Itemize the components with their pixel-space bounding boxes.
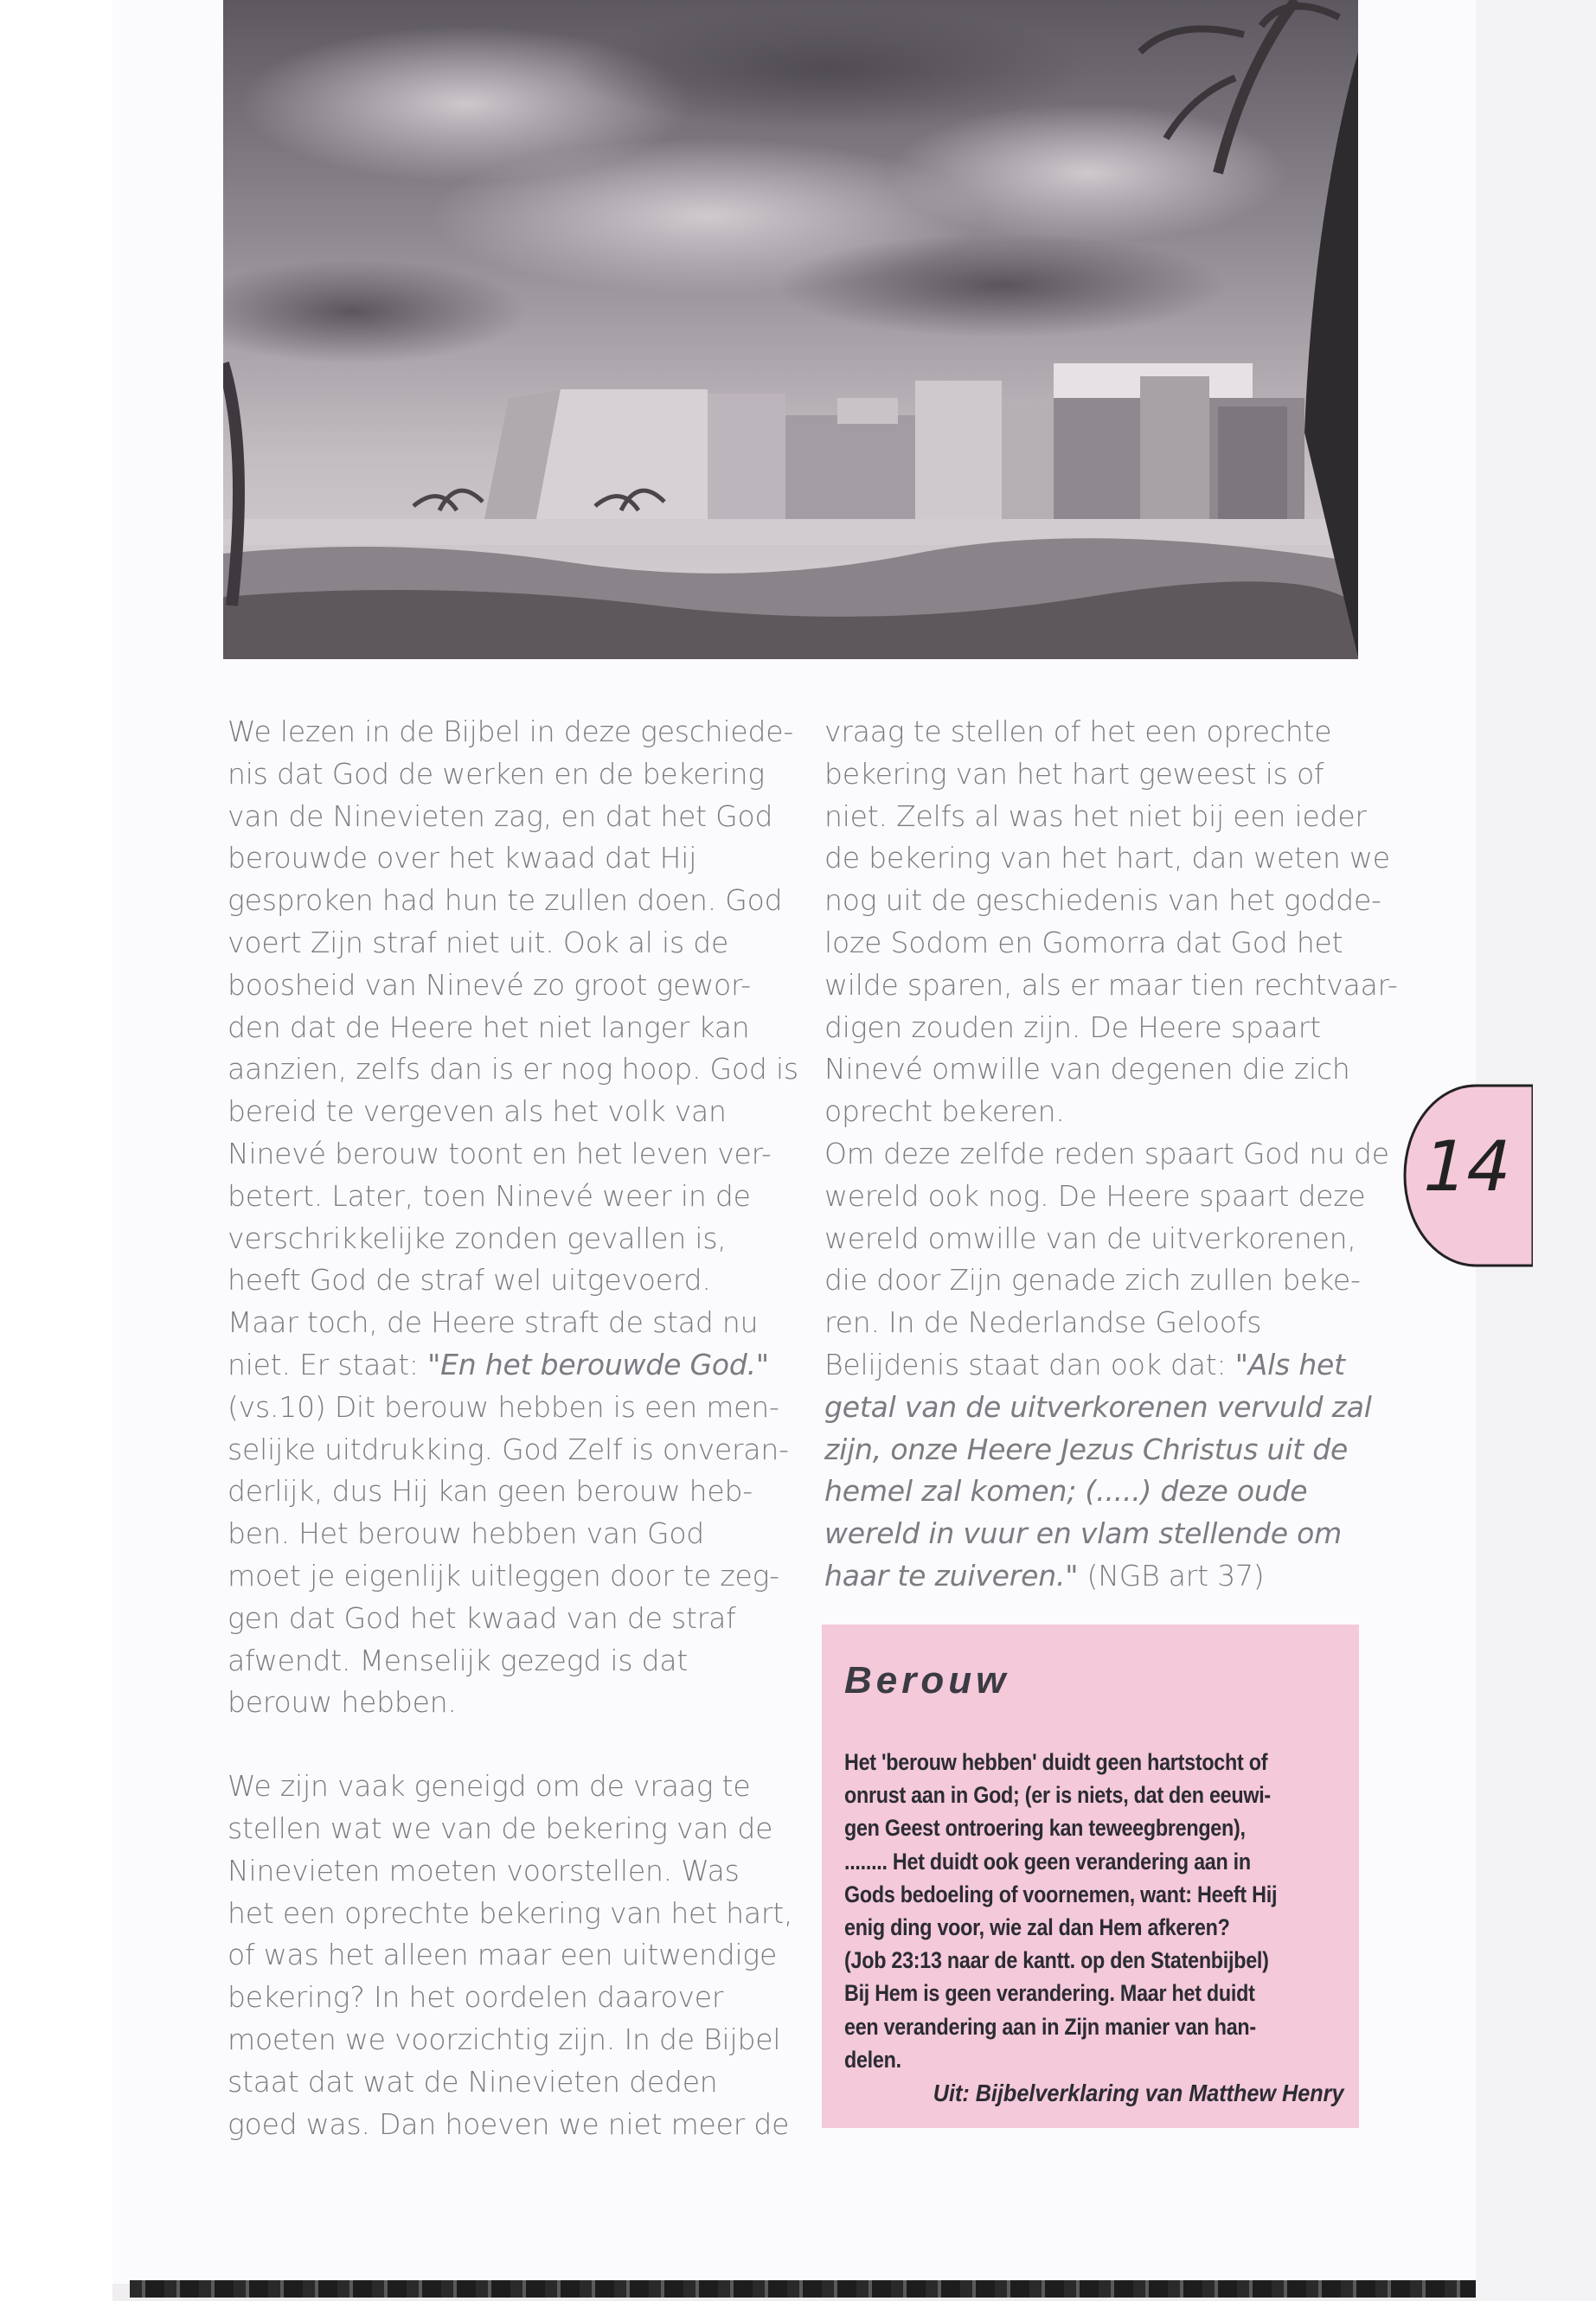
city-walls-illustration [223, 0, 1358, 659]
text-line: het een oprechte bekering van het hart, [228, 1895, 793, 1930]
text-line: Maar toch, de Heere straft de stad nu [228, 1305, 759, 1340]
text-line: oprecht bekeren. [824, 1094, 1065, 1129]
illustration-svg [223, 0, 1358, 659]
sidebox-line: ........ Het duidt ook geen verandering aan in [844, 1848, 1251, 1875]
sidebox-line: Bij Hem is geen verandering. Maar het duidt [844, 1980, 1255, 2007]
text-line: Om deze zelfde reden spaart God nu de [824, 1136, 1389, 1170]
sidebox-line: enig ding voor, wie zal dan Hem afkeren? [844, 1914, 1230, 1941]
text-line-with-quote [228, 1344, 772, 1387]
text-line: die door Zijn genade zich zullen beke- [824, 1263, 1361, 1298]
text-line: derlijk, dus Hij kan geen berouw heb- [228, 1474, 753, 1509]
creed-quote: getal van de uitverkorenen vervuld zal [824, 1389, 1372, 1424]
paragraph-gap [228, 1724, 772, 1766]
sidebox-line: onrust aan in God; (er is niets, dat den eeuwi- [844, 1782, 1271, 1809]
text-line: Ninevé berouw toont en het leven ver- [228, 1136, 772, 1170]
creed-quote: hemel zal komen; (.....) deze oude [824, 1474, 1308, 1509]
text-line: van de Ninevieten zag, en dat het God [228, 798, 773, 833]
creed-quote: zijn, onze Heere Jezus Christus uit de [824, 1432, 1349, 1466]
text-line: bereid te vergeven als het volk van [228, 1094, 727, 1129]
berouw-sidebar-box [822, 1625, 1359, 2128]
text-line: verschrikkelijke zonden gevallen is, [228, 1221, 727, 1255]
sidebox-line: Het 'berouw hebben' duidt geen hartstocht of [844, 1749, 1268, 1775]
text-line: moet je eigenlijk uitleggen door te zeg- [228, 1558, 779, 1593]
text-fragment: niet. Er staat: [228, 1347, 428, 1381]
quote-line [824, 1387, 1372, 1429]
text-fragment: Belijdenis staat dan ook dat: [824, 1347, 1235, 1381]
sidebox-line: Gods bedoeling of voornemen, want: Heeft Hij [844, 1881, 1278, 1907]
article-left-column [228, 711, 798, 2145]
text-line: aanzien, zelfs dan is er nog hoop. God is [228, 1052, 798, 1086]
sidebox-body [844, 1746, 1346, 2076]
quote-line [824, 1555, 1369, 1598]
sidebox-line: gen Geest ontroering kan teweegbrengen), [844, 1815, 1246, 1842]
text-line: staat dat wat de Ninevieten deden [228, 2064, 718, 2099]
page-number: 14 [1414, 1126, 1520, 1207]
book-spine-edge [130, 2280, 1476, 2298]
sidebox-line: een verandering aan in Zijn manier van han- [844, 2013, 1256, 2040]
article-right-column [824, 711, 1398, 1598]
text-line: bekering van het hart geweest is of [824, 756, 1324, 791]
text-line: loze Sodom en Gomorra dat God het [824, 925, 1343, 959]
text-line: moeten we voorzichtig zijn. In de Bijbel [228, 2022, 781, 2056]
creed-reference: (NGB art 37) [1078, 1558, 1265, 1593]
quote-line [824, 1513, 1369, 1555]
text-line: de bekering van het hart, dan weten we [824, 841, 1390, 875]
sidebox-line: (Job 23:13 naar de kantt. op den Statenbijbel) [844, 1947, 1269, 1974]
text-line: afwendt. Menselijk gezegd is dat [228, 1643, 689, 1677]
page-left-margin [0, 0, 112, 2301]
text-line: nis dat God de werken en de bekering [228, 756, 765, 791]
text-line: We zijn vaak geneigd om de vraag te [228, 1769, 751, 1804]
text-line: gesproken had hun te zullen doen. God [228, 883, 783, 918]
text-line: boosheid van Ninevé zo groot gewor- [228, 967, 751, 1002]
text-line: gen dat God het kwaad van de straf [228, 1600, 736, 1635]
text-line: Ninevé omwille van degenen die zich [824, 1052, 1350, 1086]
text-line: ben. Het berouw hebben van God [228, 1516, 705, 1551]
text-line: wilde sparen, als er maar tien rechtvaar- [824, 967, 1398, 1002]
text-line: digen zouden zijn. De Heere spaart [824, 1009, 1321, 1044]
text-line-with-quote [824, 1344, 1369, 1387]
sidebox-line: delen. [844, 2046, 901, 2073]
creed-quote: wereld in vuur en vlam stellende om [824, 1516, 1343, 1551]
text-line: (vs.10) Dit berouw hebben is een men- [228, 1389, 779, 1424]
text-line: vraag te stellen of het een oprechte [824, 715, 1332, 748]
text-line: goed was. Dan hoeven we niet meer de [228, 2106, 790, 2141]
text-line: bekering? In het oordelen daarover [228, 1980, 724, 2015]
text-line: selijke uitdrukking. God Zelf is onveran- [228, 1432, 789, 1466]
quote-line [824, 1429, 1369, 1471]
creed-quote: haar te zuiveren." [824, 1558, 1079, 1593]
text-line: nog uit de geschiedenis van het godde- [824, 883, 1381, 918]
text-line: voert Zijn straf niet uit. Ook al is de [228, 925, 729, 959]
text-line: wereld omwille van de uitverkorenen, [824, 1221, 1356, 1255]
text-line: den dat de Heere het niet langer kan [228, 1009, 750, 1044]
text-line: niet. Zelfs al was het niet bij een ieder [824, 798, 1367, 833]
text-line: betert. Later, toen Ninevé weer in de [228, 1178, 751, 1213]
sidebox-source: Uit: Bijbelverklaring van Matthew Henry [933, 2080, 1343, 2106]
text-line: heeft God de straf wel uitgevoerd. [228, 1263, 711, 1298]
text-line: We lezen in de Bijbel in deze geschiede- [228, 715, 794, 748]
bible-quote: "En het berouwde God." [427, 1347, 769, 1381]
quote-line [824, 1471, 1369, 1513]
sidebox-title: Berouw [844, 1659, 1010, 1702]
text-line: berouwde over het kwaad dat Hij [228, 841, 697, 875]
text-line: ren. In de Nederlandse Geloofs [824, 1305, 1262, 1340]
text-line: Ninevieten moeten voorstellen. Was [228, 1853, 740, 1888]
text-line: of was het alleen maar een uitwendige [228, 1938, 778, 1972]
creed-quote: "Als het [1234, 1347, 1345, 1381]
text-line: berouw hebben. [228, 1685, 457, 1720]
text-line: stellen wat we van de bekering van de [228, 1811, 773, 1845]
text-line: wereld ook nog. De Heere spaart deze [824, 1178, 1366, 1213]
